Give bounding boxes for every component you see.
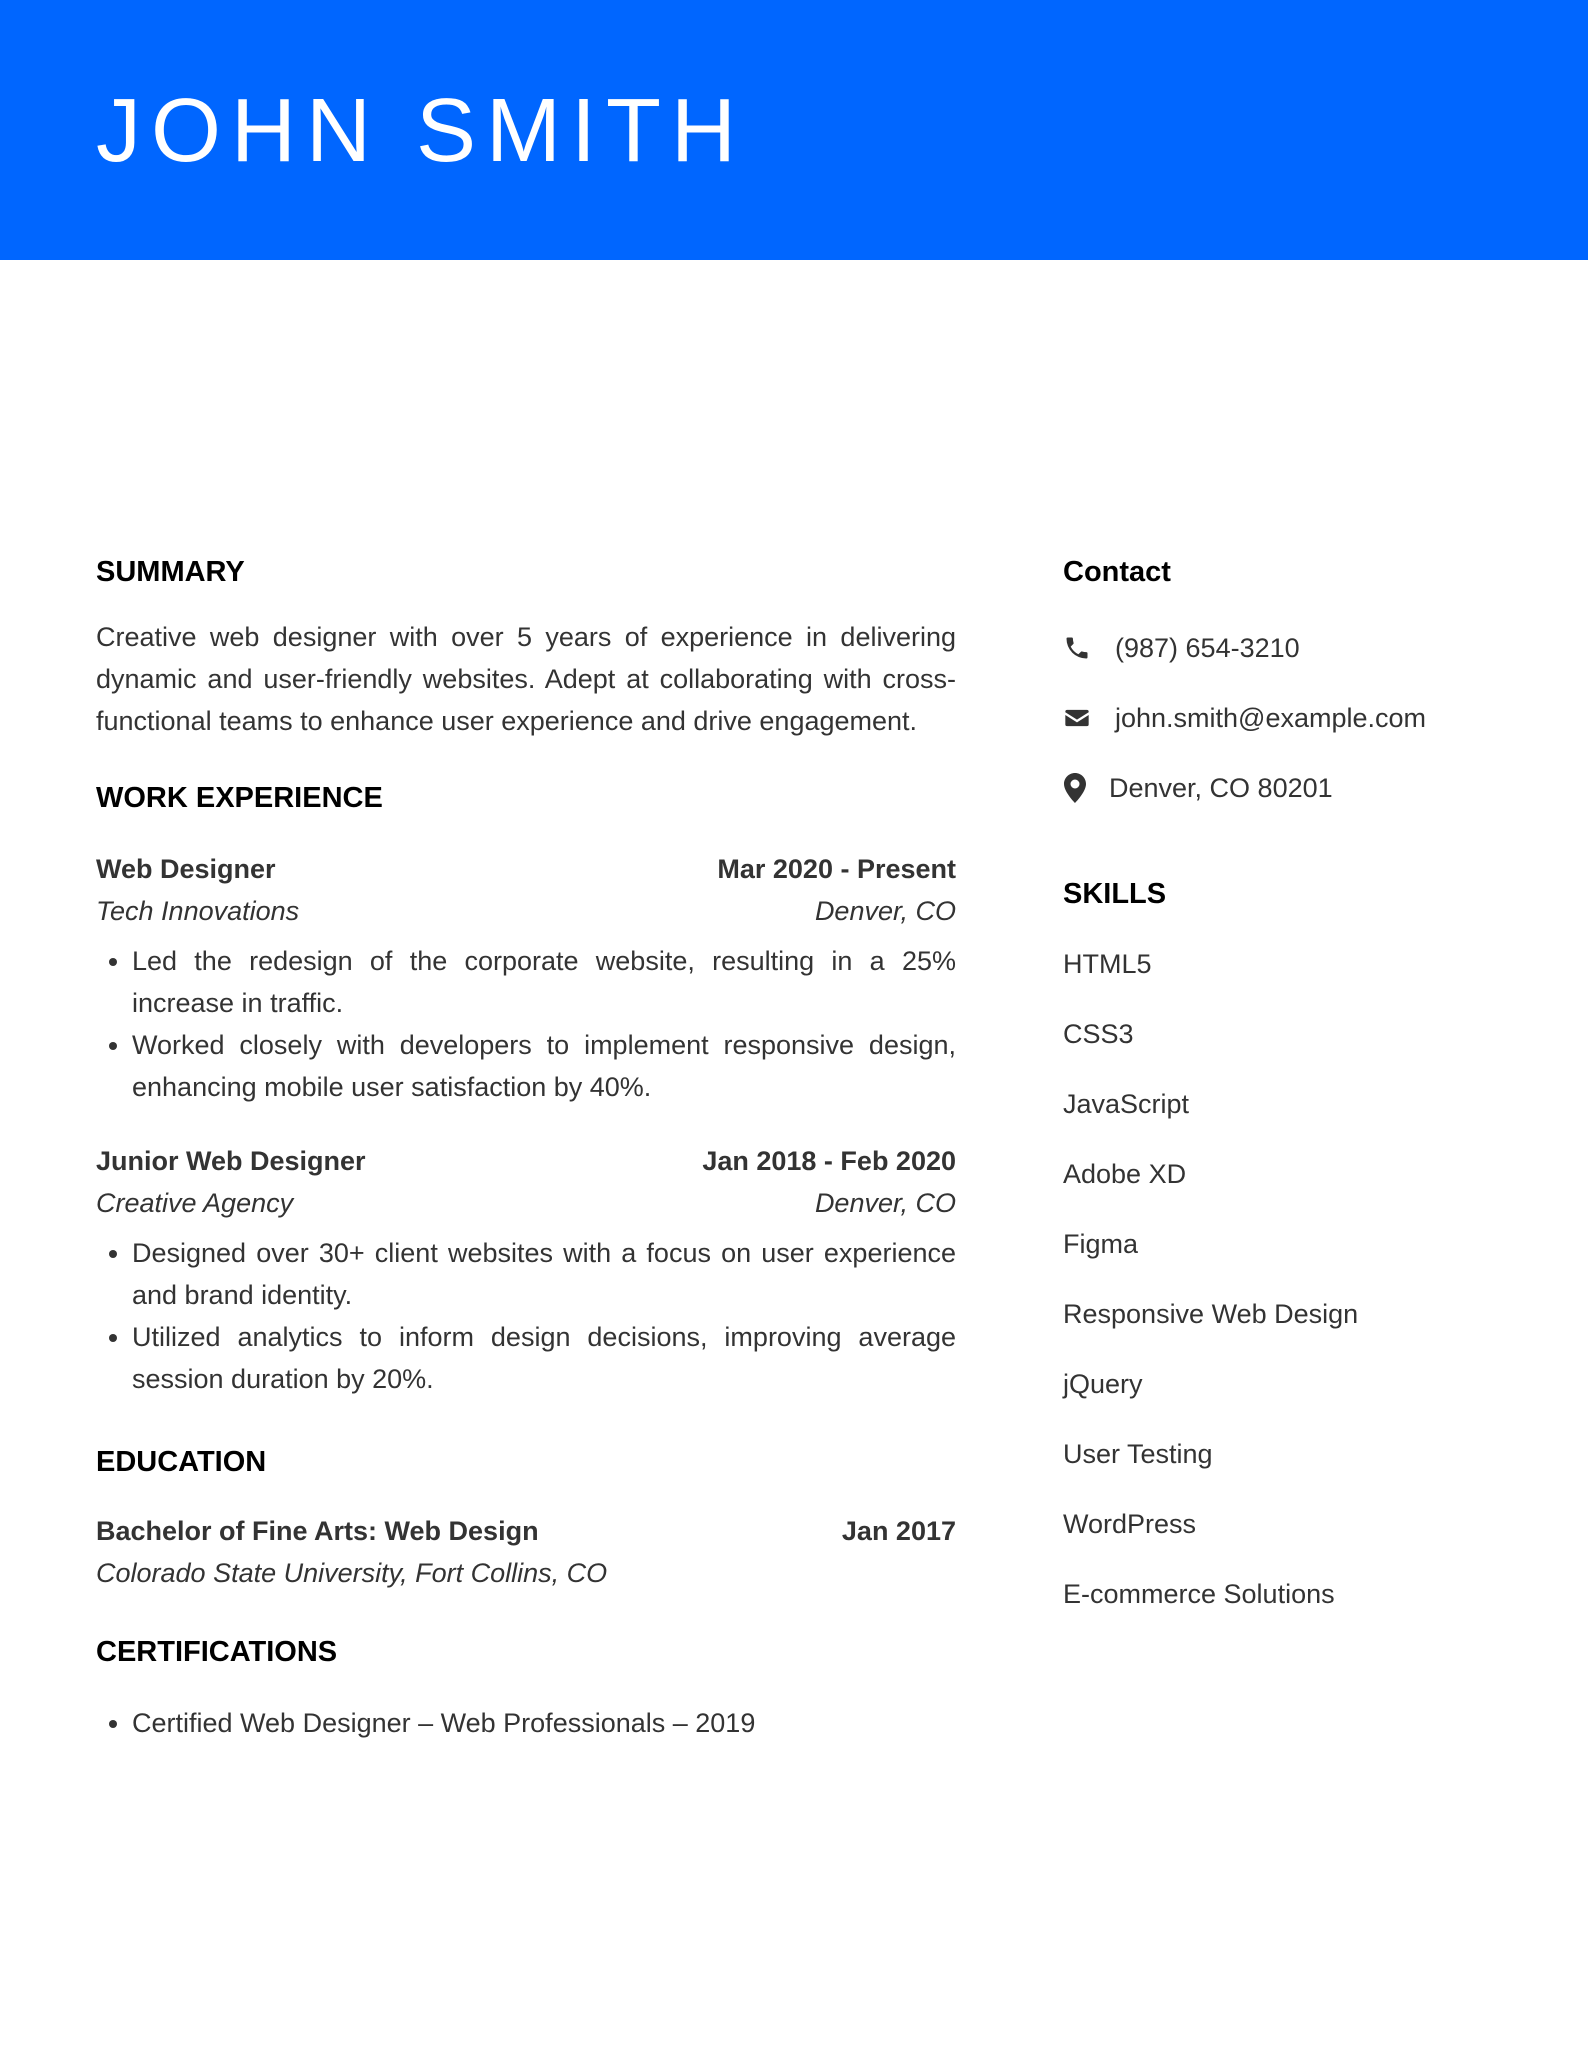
job-company: Creative Agency: [96, 1188, 294, 1218]
main-column: [96, 554, 956, 1744]
skill-item: Responsive Web Design: [1063, 1299, 1359, 1329]
education-entry: [96, 1510, 956, 1594]
certifications-heading: CERTIFICATIONS: [96, 1636, 338, 1668]
skill-item: CSS3: [1063, 1019, 1134, 1049]
header-banner: [0, 0, 1588, 260]
map-pin-icon: [1063, 773, 1087, 803]
summary-heading: SUMMARY: [96, 556, 245, 588]
skill-item: User Testing: [1063, 1439, 1213, 1469]
summary-text: Creative web designer with over 5 years of experience in delivering dynamic and user-friendly websites. Adept at collaborating with cross-functional teams to enhance user experience and drive engagement.: [96, 622, 956, 736]
education-subheader: [96, 1552, 956, 1594]
contact-heading: Contact: [1063, 556, 1171, 588]
school: Colorado State University, Fort Collins, CO: [96, 1558, 608, 1588]
job-bullets: [96, 940, 956, 1108]
skill-item: Adobe XD: [1063, 1159, 1187, 1189]
phone-icon: [1063, 634, 1091, 662]
job-company: Tech Innovations: [96, 896, 300, 926]
job-header: [96, 848, 956, 890]
contact-location: [1063, 770, 1523, 806]
skill-item: WordPress: [1063, 1509, 1197, 1539]
certifications-list: [96, 1702, 956, 1744]
job-dates: Jan 2018 - Feb 2020: [702, 1146, 956, 1176]
email-address: john.smith@example.com: [1115, 703, 1427, 733]
degree: Bachelor of Fine Arts: Web Design: [96, 1516, 539, 1546]
job-subheader: [96, 890, 956, 932]
skills-list: [1063, 946, 1523, 1612]
job-bullets: [96, 1232, 956, 1400]
job-bullet: • Worked closely with developers to implement responsive design, enhancing mobile user satisfaction by 40%.: [132, 1024, 956, 1108]
phone-number: (987) 654-3210: [1115, 633, 1300, 663]
skill-item: JavaScript: [1063, 1089, 1190, 1119]
job-location: Denver, CO: [814, 1188, 956, 1218]
envelope-icon: [1063, 704, 1091, 732]
job-bullet: • Designed over 30+ client websites with a focus on user experience and brand identity.: [132, 1232, 956, 1316]
job-entry: [96, 1140, 956, 1400]
certification-item: • Certified Web Designer – Web Professionals – 2019: [132, 1702, 956, 1744]
skill-item: Figma: [1063, 1229, 1139, 1259]
education-header: [96, 1510, 956, 1552]
job-dates: Mar 2020 - Present: [717, 854, 956, 884]
candidate-name: JOHN SMITH: [96, 81, 746, 181]
contact-email: [1063, 700, 1523, 736]
job-subheader: [96, 1182, 956, 1224]
work-experience-heading: WORK EXPERIENCE: [96, 782, 383, 814]
skill-item: jQuery: [1063, 1369, 1143, 1399]
job-header: [96, 1140, 956, 1182]
skill-item: HTML5: [1063, 949, 1152, 979]
sidebar-column: [1063, 554, 1523, 1612]
job-entry: [96, 848, 956, 1108]
graduation-date: Jan 2017: [841, 1516, 956, 1546]
contact-phone: [1063, 630, 1523, 666]
job-bullet: • Led the redesign of the corporate website, resulting in a 25% increase in traffic.: [132, 940, 956, 1024]
skill-item: E-commerce Solutions: [1063, 1579, 1335, 1609]
job-location: Denver, CO: [814, 896, 956, 926]
job-title: Junior Web Designer: [96, 1146, 366, 1176]
job-title: Web Designer: [96, 854, 276, 884]
education-heading: EDUCATION: [96, 1446, 267, 1478]
job-bullet: • Utilized analytics to inform design decisions, improving average session duration by 20%.: [132, 1316, 956, 1400]
location-text: Denver, CO 80201: [1109, 773, 1333, 803]
skills-heading: SKILLS: [1063, 878, 1167, 910]
